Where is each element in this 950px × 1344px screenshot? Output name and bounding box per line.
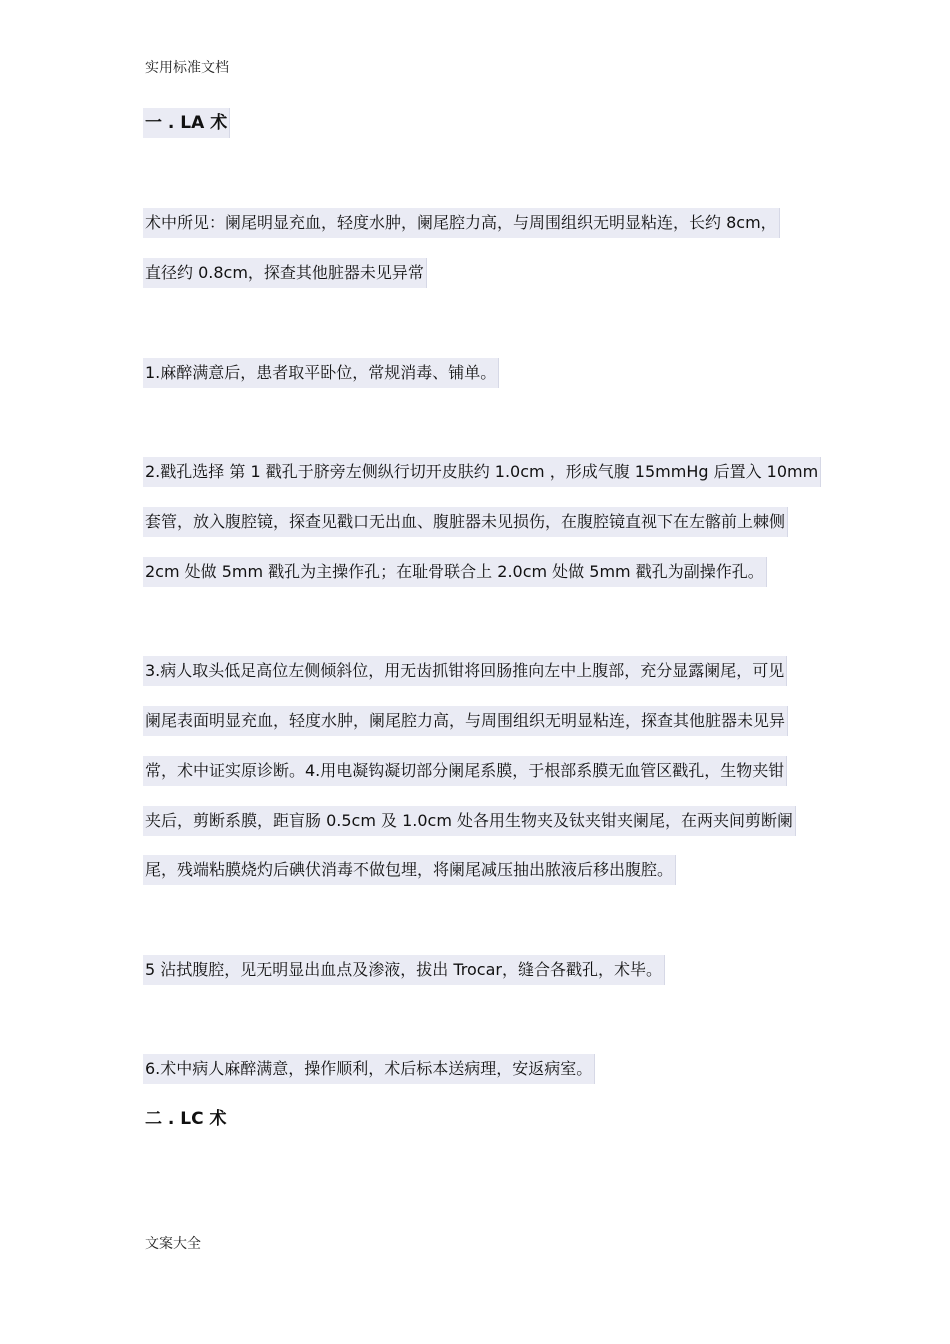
section-2-title: 二 . LC 术: [145, 1109, 227, 1129]
step-3-line-5: 尾，残端粘膜烧灼后碘伏消毒不做包埋，将阑尾减压抽出脓液后移出腹腔。: [143, 855, 676, 885]
findings-line-2: 直径约 0.8cm，探查其他脏器未见异常: [143, 258, 427, 288]
step-3-line-3: 常，术中证实原诊断。4.用电凝钩凝切部分阑尾系膜，于根部系膜无血管区戳孔，生物夹钳: [143, 756, 787, 786]
step-2-line-2: 套管，放入腹腔镜，探查见戳口无出血、腹脏器未见损伤，在腹腔镜直视下在左髂前上棘侧: [143, 507, 788, 537]
step-5-line: 5 沾拭腹腔，见无明显出血点及渗液，拔出 Trocar，缝合各戳孔，术毕。: [143, 955, 665, 985]
page-footer: 文案大全: [145, 1236, 201, 1252]
step-3-line-2: 阑尾表面明显充血，轻度水肿，阑尾腔力高，与周围组织无明显粘连，探查其他脏器未见异: [143, 706, 788, 736]
step-2-line-3: 2cm 处做 5mm 戳孔为主操作孔；在耻骨联合上 2.0cm 处做 5mm 戳孔为副操作孔。: [143, 557, 767, 587]
step-3-line-1: 3.病人取头低足高位左侧倾斜位，用无齿抓钳将回肠推向左中上腹部，充分显露阑尾，可见: [143, 656, 787, 686]
page-header: 实用标准文档: [145, 60, 229, 76]
step-3-line-4: 夹后，剪断系膜，距盲肠 0.5cm 及 1.0cm 处各用生物夹及钛夹钳夹阑尾，在两夹间剪断阑: [143, 806, 796, 836]
step-2-line-1: 2.戳孔选择 第 1 戳孔于脐旁左侧纵行切开皮肤约 1.0cm ，形成气腹 15mmHg 后置入 10mm: [143, 457, 821, 487]
step-1-line: 1.麻醉满意后，患者取平卧位，常规消毒、铺单。: [143, 358, 499, 388]
findings-line-1: 术中所见：阑尾明显充血，轻度水肿，阑尾腔力高，与周围组织无明显粘连，长约 8cm，: [143, 208, 780, 238]
step-6-line: 6.术中病人麻醉满意，操作顺利，术后标本送病理，安返病室。: [143, 1054, 595, 1084]
section-1-title: 一 . LA 术: [143, 108, 230, 138]
